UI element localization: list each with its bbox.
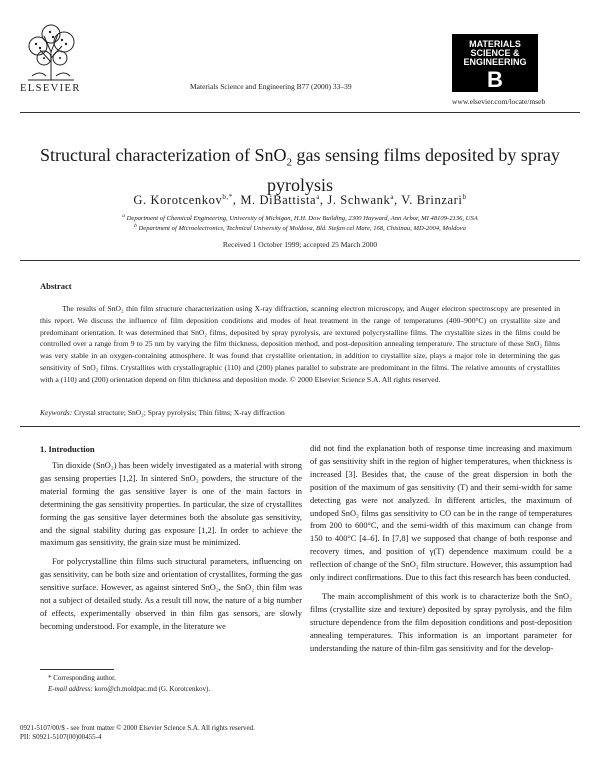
title-subscript: 2: [286, 156, 292, 169]
footnote-divider: [40, 669, 114, 670]
journal-citation: Materials Science and Engineering B77 (2000) 33–39: [190, 82, 352, 91]
affiliation-mark: b: [134, 223, 137, 229]
pii-line: PII: S0921-5107(00)00455-4: [20, 733, 102, 741]
footnote: [48, 673, 210, 695]
paragraph: The main accomplishment of this work is to characterize both the SnO₂ films (crystallite size and texture) deposited by spray pyrolysis, and the film structure dependence from the film deposition conditions and post-deposition annealing temperatures. This information is an important parameter for understanding the nature of thin-film gas sensitivity and for the develop-: [310, 591, 572, 653]
email-label: E-mail address:: [48, 685, 93, 693]
brand-line-3: ENGINEERING: [463, 57, 527, 67]
received-dates: Received 1 October 1999; accepted 25 March 2000: [222, 240, 378, 249]
elsevier-tree-logo-icon: [22, 22, 80, 82]
corresponding-author-note: * Corresponding author.: [48, 674, 116, 682]
affiliation-b: [30, 223, 570, 232]
author[interactable]: M. DiBattista: [240, 193, 317, 208]
abstract-divider: [20, 426, 580, 427]
title-part: Structural characterization of SnO: [40, 145, 287, 165]
affiliation-a: [30, 213, 570, 222]
journal-website-link[interactable]: www.elsevier.com/locate/mseb: [452, 97, 546, 106]
author-affiliation-mark: a: [390, 193, 395, 201]
paragraph: did not find the explanation both of response time increasing and maximum of gas sensitivity shift in the region of higher temperatures, when thickness is increased [3]. Besides that, the cause of the great dispersion in both the position of the maximum of gas sensitivity (T) and their semi-width for same detecting gas were not analyzed. In different articles, the maximum of undoped SnO₂ films gas sensitivity to CO can be in the range of temperatures from 200 to 600°C, and the semi-width of this maximum can change from 150 to 400°C [4–6]. In [7,8] we supposed that change of both response and recovery times, and position of γ(T) dependence maximum could be a reflection of change of the SnO₂ film structure. However, this assumption had only indirect confirmations. Due to this fact this research has been conducted.: [310, 444, 572, 583]
affiliation-text: Department of Chemical Engineering, University of Michigan, H.H. Dow Building, 2300 Hayward, Ann Arbor, MI 48109-2136, USA: [126, 215, 478, 223]
affiliation-mark: a: [122, 213, 125, 219]
header-divider: [20, 112, 580, 113]
author-affiliation-mark: b: [462, 193, 467, 201]
email-address[interactable]: koro@ch.moldpac.md (G. Korotcenkov).: [94, 685, 211, 693]
paragraph: Tin dioxide (SnO₂) has been widely investigated as a material with strong gas sensing properties [1,2]. In sintered SnO₂ powders, the structure of the material forming the gas sensitive layer is one of the main factors in determining the gas sensitivity properties. In particular, the size of crystallites forming the gas sensitive layer determines both the absolute gas sensitivity, and the signal stability during gas exposure [1,2]. In order to achieve the maximum gas sensitivity, the grain size must be minimized.: [40, 461, 302, 548]
paper-title: [30, 144, 570, 196]
publisher-name: ELSEVIER: [20, 83, 81, 94]
brand-letter: B: [487, 67, 503, 92]
keywords: [40, 408, 560, 417]
left-column: [40, 460, 302, 634]
title-part: gas sensing films deposited by spray pyrolysis: [266, 145, 560, 195]
author-affiliation-mark: a: [316, 193, 320, 201]
author-affiliation-mark: b,*: [222, 193, 233, 201]
abstract-heading: Abstract: [40, 281, 72, 291]
keywords-label: Keywords:: [40, 408, 73, 417]
author[interactable]: V. Brinzari: [401, 193, 463, 208]
author[interactable]: J. Schwank: [327, 193, 391, 208]
brand-line-2: SCIENCE &: [470, 48, 520, 58]
right-column: [310, 443, 572, 656]
author[interactable]: G. Korotcenkov: [133, 193, 223, 208]
keywords-list: Crystal structure; SnO₂; Spray pyrolysis; Thin films; X-ray diffraction: [74, 408, 285, 417]
author-list: G. Korotcenkov$^{b,*}$, M. DiBattista$^a$, J. Schwank$^a$, V. Brinzari$^b$: [133, 193, 467, 208]
section-heading-introduction: 1. Introduction: [40, 444, 95, 454]
affiliation-text: Department of Microelectronics, Technical University of Moldova, Bld. Stefan cel Mare, 168, Chisinau, MD-2004, Moldova: [138, 225, 466, 233]
journal-brand-logo: [452, 34, 538, 92]
copyright-line: 0921-5107/00/$ - see front matter © 2000 Elsevier Science S.A. All rights reserved.: [20, 724, 255, 732]
abstract-text: The results of SnO₂ thin film structure characterization using X-ray diffraction, scanning electron microscopy, and Auger electron spectroscopy are presented in this report. We discuss the influence of film deposition conditions and modes of heat treatment in the range of temperatures (400–900°C) on crystallite size and predominant orientation. It was determined that SnO₂ films, deposited by spray pyrolysis, are textured polycrystalline films. The crystallite sizes in the films could be controlled over a range from 9 to 25 nm by varying the film thickness, deposition method, and post-deposition annealing temperature. The structure of these SnO₂ films was very stable in an oxygen-containing atmosphere. It was found that crystallite orientation, in addition to crystallite size, plays a major role in determining the gas sensitivity of SnO₂ films. Crystallites with crystallographic (110) and (200) planes parallel to substrate are predominant in the films. The relative amounts of crystallites with a (110) and (200) orientation depend on film thickness and deposition mode. © 2000 Elsevier Science S.A. All rights reserved.: [40, 304, 560, 384]
paragraph: For polycrystalline thin films such structural parameters, influencing on gas sensitivity, can be both size and orientation of crystallites, forming the gas sensitive surface. However, as against sintered SnO₂, the SnO₂ thin film was not a subject of detailed study. As a result till now, the nature of a big number of effects, experimentally observed in thin film gas sensors, are slowly becoming understood. For example, in the literature we: [40, 557, 302, 631]
page-footer: [20, 724, 255, 742]
brand-line-1: MATERIALS: [469, 39, 521, 49]
title-divider: [20, 260, 580, 261]
